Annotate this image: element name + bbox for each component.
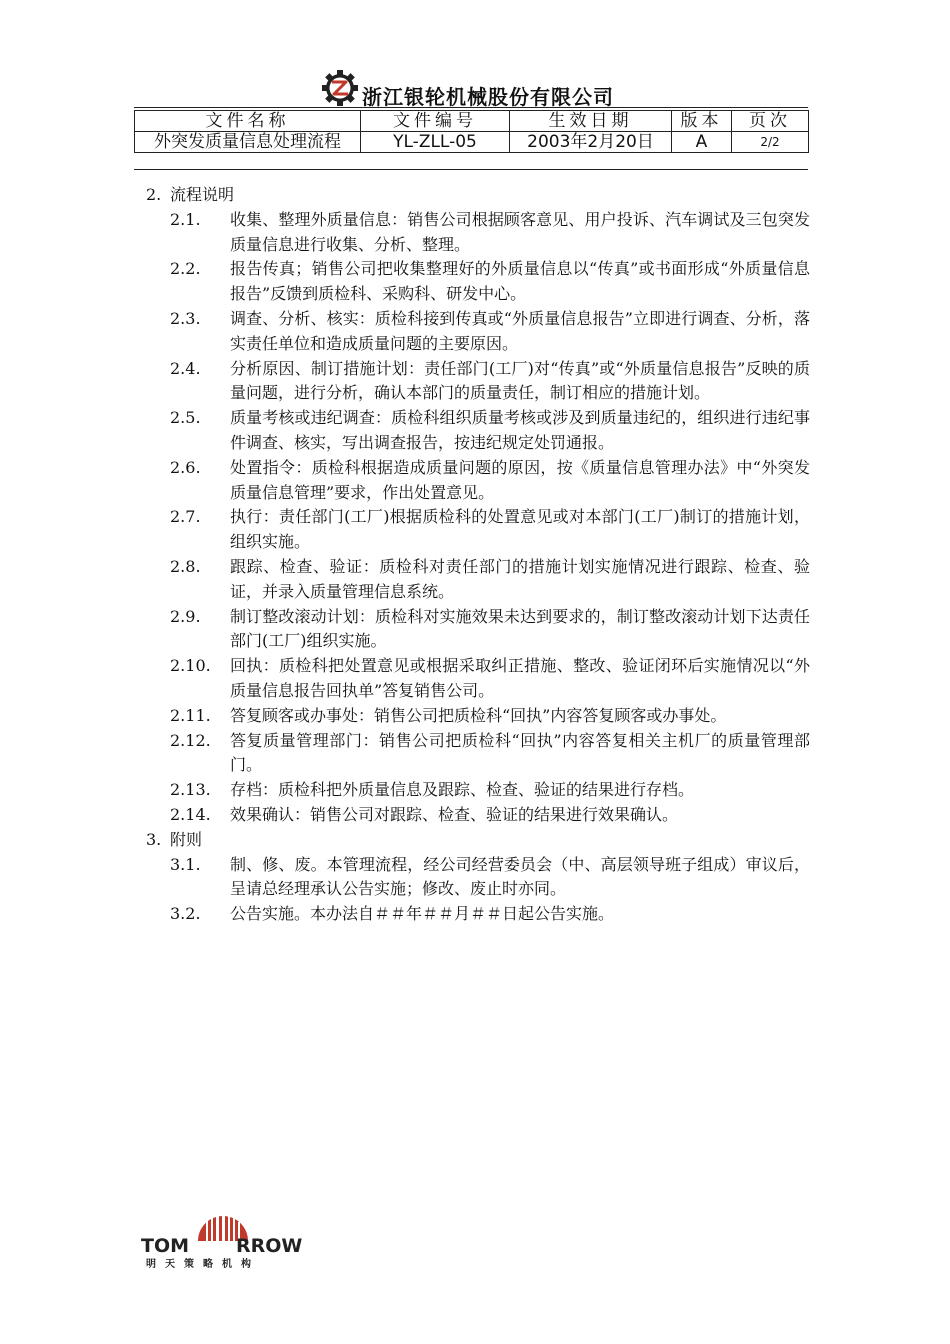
item-text: 执行：责任部门(工厂)根据质检科的处置意见或对本部门(工厂)制订的措施计划，组织实施。 <box>230 507 810 552</box>
section-number: 2. <box>146 185 162 204</box>
page-header: 页次 <box>732 111 809 132</box>
item-number: 2.14. <box>170 804 211 824</box>
item-text: 答复顾客或办事处：销售公司把质检科“回执”内容答复顾客或办事处。 <box>230 705 727 725</box>
list-item <box>146 456 810 506</box>
item-number: 2.9. <box>170 606 201 626</box>
list-item <box>146 704 810 729</box>
item-text: 报告传真；销售公司把收集整理好的外质量信息以“传真”或书面形成“外质量信息报告”反馈到质检科、采购科、研发中心。 <box>230 259 810 304</box>
brand-right-text: RROW <box>236 1235 303 1257</box>
document-info-value-row <box>135 132 809 153</box>
item-text: 答复质量管理部门：销售公司把质检科“回执”内容答复相关主机厂的质量管理部门。 <box>230 730 810 775</box>
section-title: 流程说明 <box>170 185 235 204</box>
item-number: 2.6. <box>170 457 201 477</box>
company-logo-icon <box>320 68 360 108</box>
brand-left-text: TOM <box>141 1235 190 1257</box>
list-item <box>146 208 810 258</box>
document-info-table <box>134 110 809 153</box>
list-item <box>146 357 810 407</box>
item-text: 跟踪、检查、验证：质检科对责任部门的措施计划实施情况进行跟踪、检查、验证，并录入质量管理信息系统。 <box>230 556 810 601</box>
item-text: 质量考核或违纪调查：质检科组织质量考核或涉及到质量违纪的，组织进行违纪事件调查、核实，写出调查报告，按违纪规定处罚通报。 <box>230 408 810 452</box>
file-number-value: YL-ZLL-05 <box>361 132 510 153</box>
list-item <box>146 803 810 828</box>
file-number-header: 文件编号 <box>361 111 510 132</box>
item-number: 2.13. <box>170 780 211 800</box>
section-heading <box>146 183 810 208</box>
section-heading <box>146 828 810 853</box>
item-number: 2.2. <box>170 259 201 279</box>
list-item <box>146 555 810 605</box>
list-item <box>146 729 810 779</box>
item-number: 2.5. <box>170 408 201 428</box>
list-item <box>146 257 810 307</box>
item-number: 2.11. <box>170 705 211 725</box>
version-value: A <box>672 132 732 153</box>
version-header: 版本 <box>672 111 732 132</box>
list-item <box>146 505 810 555</box>
list-item <box>146 605 810 655</box>
item-text: 分析原因、制订措施计划：责任部门(工厂)对“传真”或“外质量信息报告”反映的质量问题，进行分析，确认本部门的质量责任，制订相应的措施计划。 <box>230 358 810 403</box>
document-body <box>146 183 810 927</box>
process-steps-list <box>146 208 810 828</box>
list-item <box>146 406 810 456</box>
brand-tagline: 明天策略机构 <box>146 1259 260 1270</box>
item-number: 2.7. <box>170 507 201 527</box>
list-item <box>146 778 810 803</box>
item-number: 2.1. <box>170 209 201 229</box>
item-text: 回执：质检科把处置意见或根据采取纠正措施、整改、验证闭环后实施情况以“外质量信息报告回执单”答复销售公司。 <box>230 656 810 700</box>
company-header <box>320 68 614 108</box>
company-name: 浙江银轮机械股份有限公司 <box>362 84 614 109</box>
document-info-header-row <box>135 111 809 132</box>
item-text: 制订整改滚动计划：质检科对实施效果未达到要求的，制订整改滚动计划下达责任部门(工厂)组织实施。 <box>230 606 810 651</box>
item-text: 存档：质检科把外质量信息及跟踪、检查、验证的结果进行存档。 <box>230 780 695 800</box>
list-item <box>146 307 810 357</box>
file-name-value: 外突发质量信息处理流程 <box>135 132 361 153</box>
page-value: 2/2 <box>732 132 809 153</box>
effective-date-value: 2003年2月20日 <box>510 132 672 153</box>
supplementary-provisions-list <box>146 853 810 927</box>
file-name-header: 文件名称 <box>135 111 361 132</box>
item-text: 公告实施。本办法自＃＃年＃＃月＃＃日起公告实施。 <box>230 904 615 924</box>
section-number: 3. <box>146 829 162 849</box>
item-number: 2.12. <box>170 730 211 750</box>
item-text: 调查、分析、核实：质检科接到传真或“外质量信息报告”立即进行调查、分析，落实责任单位和造成质量问题的主要原因。 <box>230 308 810 353</box>
item-text: 制、修、废。本管理流程，经公司经营委员会（中、高层领导班子组成）审议后，呈请总经理承认公告实施；修改、废止时亦同。 <box>230 854 810 899</box>
tomorrow-brand-logo <box>140 1208 306 1270</box>
item-number: 2.4. <box>170 358 201 378</box>
item-number: 2.10. <box>170 656 211 676</box>
item-number: 2.8. <box>170 556 201 576</box>
item-text: 效果确认：销售公司对跟踪、检查、验证的结果进行效果确认。 <box>230 804 679 824</box>
item-number: 3.1. <box>170 854 201 874</box>
header-bottom-rule <box>134 169 808 170</box>
item-text: 处置指令：质检科根据造成质量问题的原因，按《质量信息管理办法》中“外突发质量信息管理”要求，作出处置意见。 <box>230 457 810 502</box>
list-item <box>146 654 810 704</box>
header-top-rule <box>134 107 808 108</box>
effective-date-header: 生效日期 <box>510 111 672 132</box>
item-number: 3.2. <box>170 904 201 924</box>
list-item <box>146 853 810 903</box>
item-text: 收集、整理外质量信息：销售公司根据顾客意见、用户投诉、汽车调试及三包突发质量信息进行收集、分析、整理。 <box>230 209 810 254</box>
item-number: 2.3. <box>170 308 201 328</box>
section-title: 附则 <box>170 829 203 849</box>
list-item <box>146 902 810 927</box>
